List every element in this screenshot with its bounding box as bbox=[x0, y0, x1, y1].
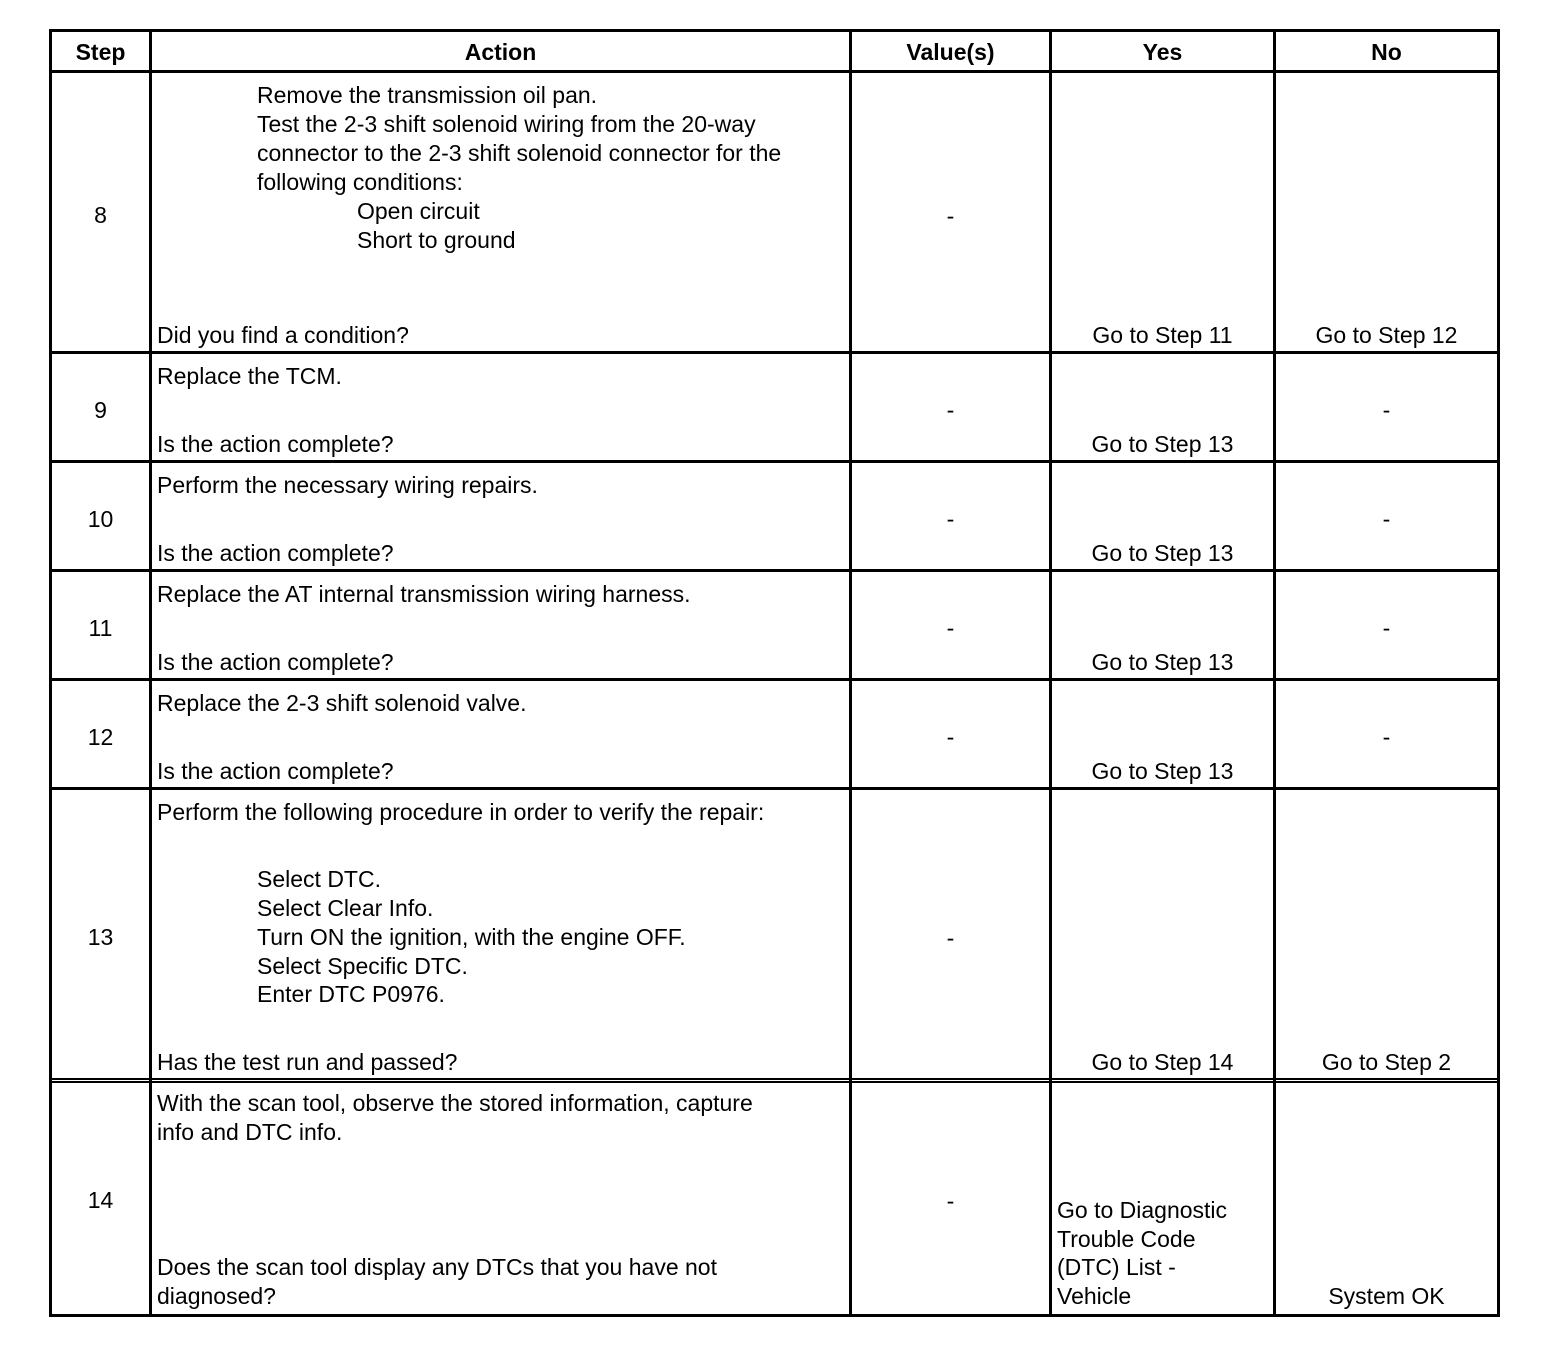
action-question: Did you find a condition? bbox=[157, 322, 409, 348]
value-dash: - bbox=[946, 397, 955, 423]
action-text: Perform the following procedure in order to verify the repair: bbox=[157, 799, 765, 825]
no-result: System OK bbox=[1328, 1283, 1445, 1309]
procedure-item: Enter DTC P0976. bbox=[257, 981, 445, 1007]
action-question: Is the action complete? bbox=[157, 540, 394, 566]
yes-result: Vehicle bbox=[1057, 1283, 1132, 1309]
action-question: diagnosed? bbox=[157, 1283, 276, 1309]
action-text: Perform the necessary wiring repairs. bbox=[157, 472, 538, 498]
value-dash: - bbox=[946, 925, 955, 951]
header-action: Action bbox=[464, 39, 537, 65]
row-divider bbox=[52, 460, 1497, 463]
diagnostic-table bbox=[49, 29, 1500, 1317]
yes-result: Trouble Code bbox=[1057, 1226, 1196, 1252]
step-number: 13 bbox=[87, 924, 114, 950]
condition-item: Open circuit bbox=[357, 198, 480, 224]
yes-result: (DTC) List - bbox=[1057, 1254, 1176, 1280]
no-result: - bbox=[1382, 615, 1391, 641]
action-text: info and DTC info. bbox=[157, 1119, 343, 1145]
row-divider bbox=[52, 569, 1497, 572]
header-no: No bbox=[1371, 39, 1402, 65]
header-values: Value(s) bbox=[906, 39, 995, 65]
action-text: Replace the 2-3 shift solenoid valve. bbox=[157, 690, 527, 716]
action-question: Does the scan tool display any DTCs that you have not bbox=[157, 1254, 717, 1280]
no-result: - bbox=[1382, 397, 1391, 423]
no-result: - bbox=[1382, 724, 1391, 750]
value-dash: - bbox=[946, 724, 955, 750]
col-divider bbox=[1273, 32, 1276, 1314]
action-text: Remove the transmission oil pan. bbox=[257, 82, 598, 108]
action-text: connector to the 2-3 shift solenoid connector for the bbox=[257, 140, 782, 166]
header-step: Step bbox=[75, 39, 126, 65]
row-divider bbox=[52, 1078, 1497, 1083]
action-text: Replace the AT internal transmission wiring harness. bbox=[157, 581, 691, 607]
yes-result: Go to Step 11 bbox=[1092, 322, 1233, 348]
yes-result: Go to Diagnostic bbox=[1057, 1197, 1228, 1223]
value-dash: - bbox=[946, 203, 955, 229]
row-divider bbox=[52, 787, 1497, 790]
header-yes: Yes bbox=[1142, 39, 1183, 65]
action-text: With the scan tool, observe the stored information, capture bbox=[157, 1090, 753, 1116]
value-dash: - bbox=[946, 615, 955, 641]
action-text: following conditions: bbox=[257, 169, 463, 195]
action-text: Test the 2-3 shift solenoid wiring from the 20-way bbox=[257, 111, 756, 137]
yes-result: Go to Step 14 bbox=[1091, 1049, 1234, 1075]
no-result: Go to Step 12 bbox=[1315, 322, 1458, 348]
yes-result: Go to Step 13 bbox=[1091, 758, 1234, 784]
row-divider bbox=[52, 351, 1497, 354]
no-result: Go to Step 2 bbox=[1321, 1049, 1452, 1075]
action-question: Is the action complete? bbox=[157, 431, 394, 457]
action-question: Is the action complete? bbox=[157, 649, 394, 675]
action-text: Replace the TCM. bbox=[157, 363, 342, 389]
procedure-item: Select Specific DTC. bbox=[257, 953, 468, 979]
yes-result: Go to Step 13 bbox=[1091, 431, 1234, 457]
step-number: 9 bbox=[94, 397, 107, 423]
step-number: 12 bbox=[87, 724, 114, 750]
no-result: - bbox=[1382, 506, 1391, 532]
col-divider bbox=[149, 32, 152, 1314]
yes-result: Go to Step 13 bbox=[1091, 649, 1234, 675]
procedure-item: Select Clear Info. bbox=[257, 895, 434, 921]
action-question: Is the action complete? bbox=[157, 758, 394, 784]
value-dash: - bbox=[946, 1188, 955, 1214]
procedure-item: Select DTC. bbox=[257, 866, 381, 892]
step-number: 11 bbox=[88, 615, 113, 641]
action-question: Has the test run and passed? bbox=[157, 1049, 458, 1075]
condition-item: Short to ground bbox=[357, 227, 516, 253]
step-number: 8 bbox=[94, 202, 107, 228]
procedure-item: Turn ON the ignition, with the engine OFF. bbox=[257, 924, 686, 950]
step-number: 14 bbox=[87, 1187, 114, 1213]
step-number: 10 bbox=[87, 506, 114, 532]
row-divider bbox=[52, 678, 1497, 681]
yes-result: Go to Step 13 bbox=[1091, 540, 1234, 566]
value-dash: - bbox=[946, 506, 955, 532]
